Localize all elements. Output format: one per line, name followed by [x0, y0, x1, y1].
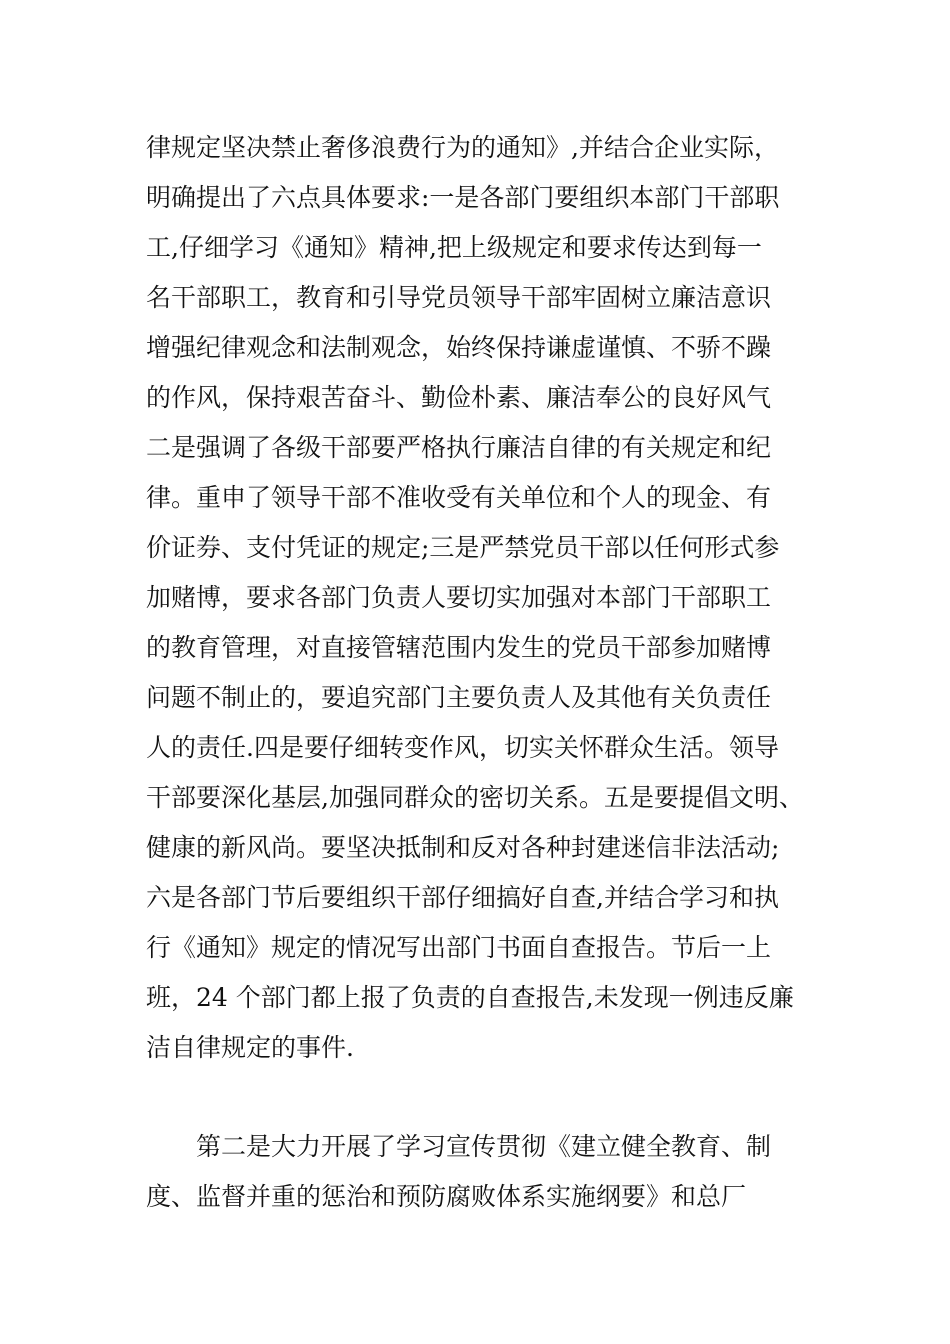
text-line: 干部要深化基层,加强同群众的密切关系。五是要提倡文明、: [146, 783, 804, 812]
text-line: 人的责任.四是要仔细转变作风，切实关怀群众生活。领导: [146, 733, 779, 762]
text-line: 洁自律规定的事件.: [146, 1033, 354, 1062]
text-line: 第二是大力开展了学习宣传贯彻《建立健全教育、制: [146, 1132, 772, 1161]
text-line: 明确提出了六点具体要求:一是各部门要组织本部门干部职: [146, 183, 780, 212]
text-line: 价证券、支付凭证的规定;三是严禁党员干部以任何形式参: [146, 533, 780, 562]
text-line: 班，24 个部门都上报了负责的自查报告,未发现一例违反廉: [146, 983, 794, 1012]
text-line: 健康的新风尚。要坚决抵制和反对各种封建迷信非法活动;: [146, 833, 780, 862]
text-line: 加赌博，要求各部门负责人要切实加强对本部门干部职工: [146, 583, 772, 612]
text-line: 增强纪律观念和法制观念，始终保持谦虚谨慎、不骄不躁: [146, 333, 772, 362]
text-line: 的教育管理，对直接管辖范围内发生的党员干部参加赌博: [146, 633, 772, 662]
text-line: 度、监督并重的惩治和预防腐败体系实施纲要》和总厂: [146, 1182, 747, 1211]
text-line: 行《通知》规定的情况写出部门书面自查报告。节后一上: [146, 933, 772, 962]
text-line: 律。重申了领导干部不准收受有关单位和个人的现金、有: [146, 483, 772, 512]
text-line: 六是各部门节后要组织干部仔细搞好自查,并结合学习和执: [146, 883, 779, 912]
text-line: 的作风，保持艰苦奋斗、勤俭朴素、廉洁奉公的良好风气: [146, 383, 772, 412]
text-line: 名干部职工，教育和引导党员领导干部牢固树立廉洁意识: [146, 283, 772, 312]
text-line: 问题不制止的，要追究部门主要负责人及其他有关负责任: [146, 683, 772, 712]
text-line: 律规定坚决禁止奢侈浪费行为的通知》,并结合企业实际，: [146, 133, 779, 162]
text-line: 工,仔细学习《通知》精神,把上级规定和要求传达到每一: [146, 233, 762, 262]
text-line: 二是强调了各级干部要严格执行廉洁自律的有关规定和纪: [146, 433, 772, 462]
